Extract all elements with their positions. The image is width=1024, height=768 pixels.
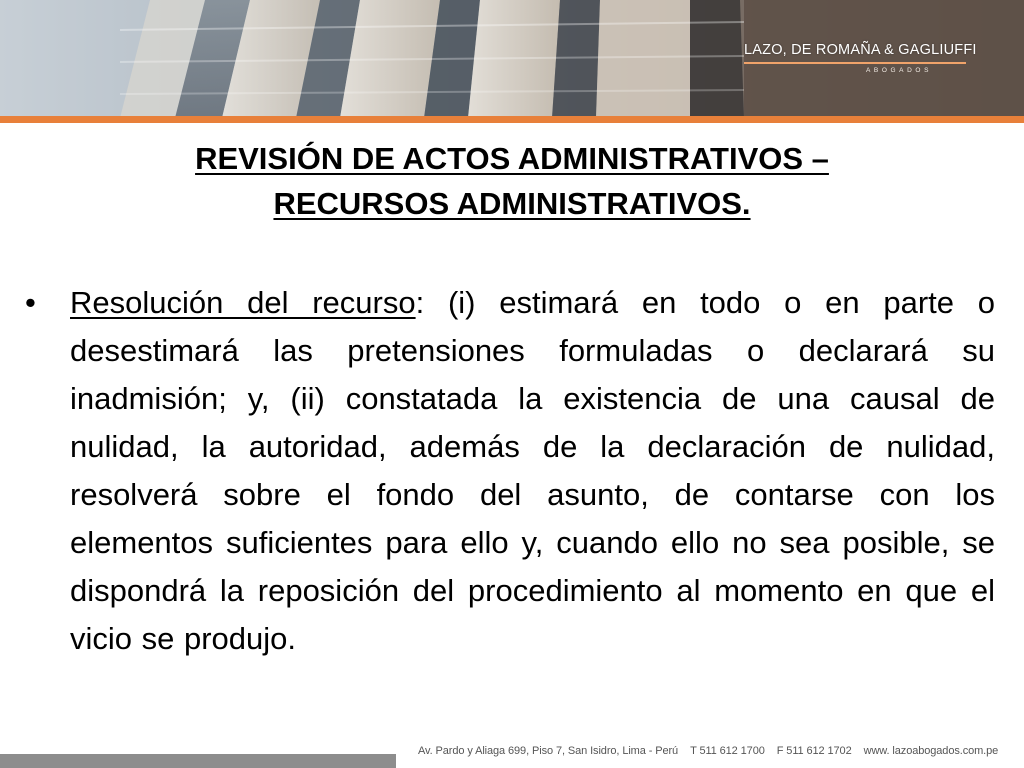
slide-title-line-2: RECURSOS ADMINISTRATIVOS.	[273, 186, 751, 221]
footer-website: www. lazoabogados.com.pe	[863, 745, 999, 757]
logo-rule	[744, 62, 966, 64]
slide-title-line-1: REVISIÓN DE ACTOS ADMINISTRATIVOS –	[195, 141, 829, 176]
slide-title	[60, 136, 964, 226]
bullet-body-text: : (i) estimará en todo o en parte o desestimará las pretensiones formuladas o declarará su inadmisión; y, (ii) constatada la existencia de una causal de nulidad, la autoridad, además de la declaración de nulidad, resolverá sobre el fondo del asunto, de contarse con los elementos suficientes para ello y, cuando ello no sea posible, se dispondrá la reposición del procedimiento al momento en que el vicio se produjo.	[70, 285, 995, 656]
firm-name: LAZO, DE ROMAÑA & GAGLIUFFI	[744, 42, 977, 58]
orange-accent-bar	[0, 116, 1024, 123]
footer-contact	[418, 745, 1018, 757]
footer-phone: T 511 612 1700	[690, 745, 765, 757]
firm-logo	[744, 42, 1004, 74]
bullet-lead-term: Resolución del recurso	[70, 285, 416, 320]
footer-address: Av. Pardo y Aliaga 699, Piso 7, San Isidro, Lima - Perú	[418, 745, 679, 757]
bullet-item	[25, 279, 995, 663]
bullet-paragraph	[70, 279, 995, 663]
bullet-marker: •	[25, 285, 36, 320]
header-banner	[0, 0, 1024, 118]
footer-grey-bar	[0, 754, 396, 768]
firm-subtitle: ABOGADOS	[866, 66, 933, 74]
footer-fax: F 511 612 1702	[776, 745, 852, 757]
